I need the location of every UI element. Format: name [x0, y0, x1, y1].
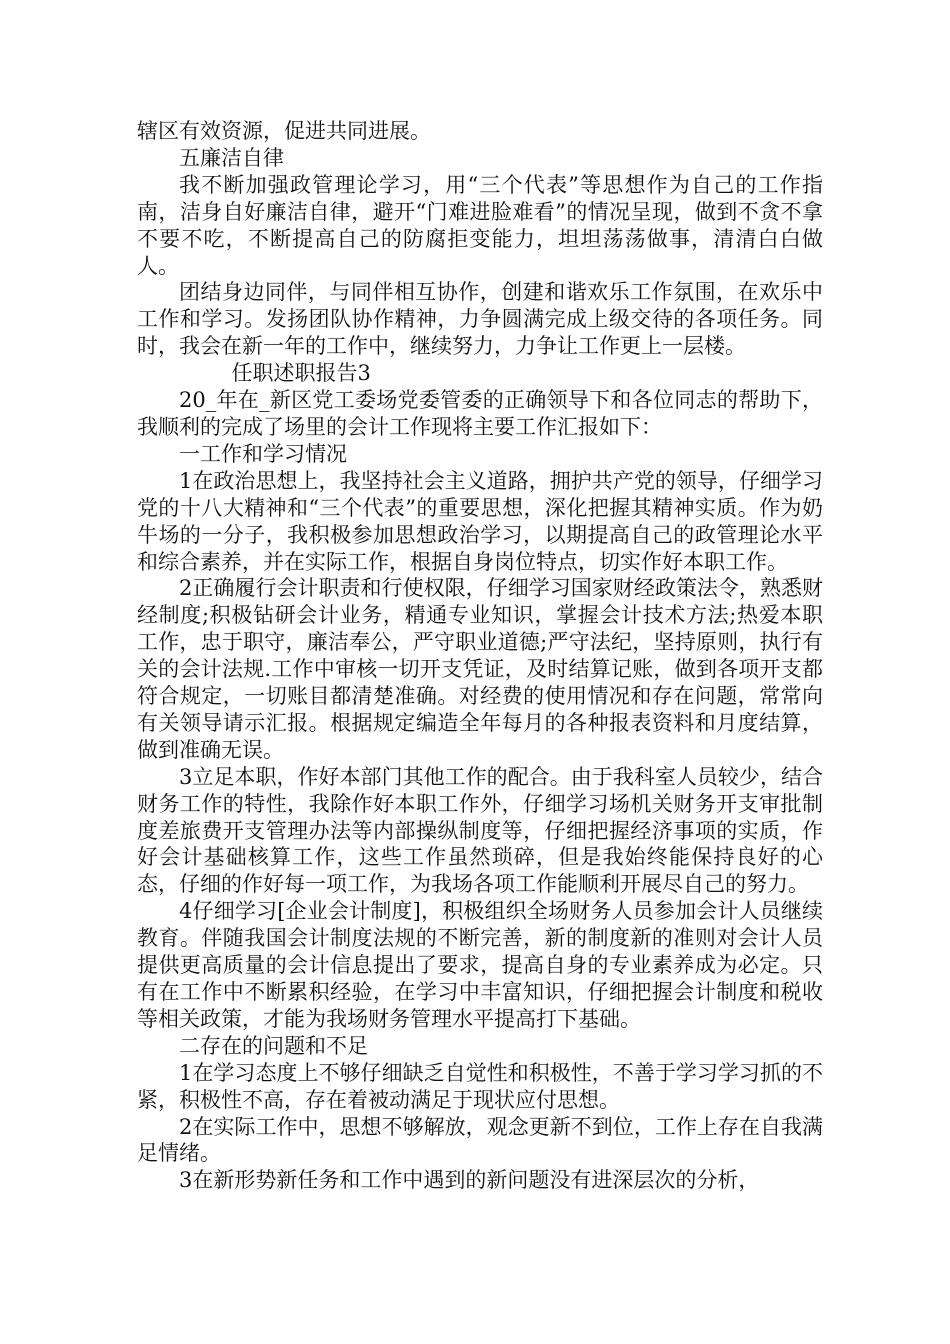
paragraph-continuation: 辖区有效资源，促进共同进展。: [137, 119, 431, 143]
paragraph-item-3-cooperation: 3立足本职，作好本部门其他工作的配合。由于我科室人员较少，结合财务工作的特性，我除作好本职工作外，仔细学习场机关财务开支审批制度差旅费开支管理办法等内部操纵制度等，仔细把握经济事项的实质，作好会计基础核算工作，这些工作虽然琐碎，但是我始终能保持良好的心态，仔细的作好每一项工作，为我场各项工作能顺利开展尽自己的努力。: [137, 764, 823, 897]
report-title: 任职述职报告3: [231, 361, 371, 386]
paragraph-report-intro: 20_年在_新区党工委场党委管委的正确领导下和各位同志的帮助下，我顺利的完成了场里的会计工作现将主要工作汇报如下：: [137, 388, 823, 439]
section-heading-integrity: 五廉洁自律: [179, 145, 284, 170]
document-page: [137, 118, 823, 1194]
paragraph-problem-2: 2在实际工作中，思想不够解放，观念更新不到位，工作上存在自我满足情绪。: [137, 1114, 823, 1166]
paragraph-problem-3: 3在新形势新任务和工作中遇到的新问题没有进深层次的分析，: [179, 1168, 760, 1193]
section-heading-work-study: 一工作和学习情况: [179, 441, 347, 466]
section-heading-problems: 二存在的问题和不足: [179, 1033, 368, 1058]
paragraph-item-1-politics: 1在政治思想上，我坚持社会主义道路，拥护共产党的领导，仔细学习党的十八大精神和“三个代表”的重要思想，深化把握其精神实质。作为奶牛场的一分子，我积极参加思想政治学习，以期提高自己的政管理论水平和综合素养，并在实际工作，根据自身岗位特点，切实作好本职工作。: [137, 468, 823, 574]
paragraph-item-4-study: 4仔细学习[企业会计制度]，积极组织全场财务人员参加会计人员继续教育。伴随我国会计制度法规的不断完善，新的制度新的准则对会计人员提供更高质量的会计信息提出了要求，提高自身的专业素养成为必定。只有在工作中不断累积经验，在学习中丰富知识，仔细把握会计制度和税收等相关政策，才能为我场财务管理水平提高打下基础。: [137, 899, 823, 1031]
paragraph-problem-1: 1在学习态度上不够仔细缺乏自觉性和积极性，不善于学习学习抓的不紧，积极性不高，存在着被动满足于现状应付思想。: [137, 1060, 823, 1112]
paragraph-teamwork: 团结身边同伴，与同伴相互协作，创建和谐欢乐工作氛围，在欢乐中工作和学习。发扬团队协作精神，力争圆满完成上级交待的各项任务。同时，我会在新一年的工作中，继续努力，力争让工作更上一层楼。: [137, 280, 823, 359]
paragraph-integrity: 我不断加强政管理论学习，用“三个代表”等思想作为自己的工作指南，洁身自好廉洁自律，避开“门难进脸难看”的情况呈现，做到不贪不拿不要不吃，不断提高自己的防腐拒变能力，坦坦荡荡做事，清清白白做人。: [137, 172, 823, 278]
paragraph-item-2-accounting-duties: 2正确履行会计职责和行使权限，仔细学习国家财经政策法令，熟悉财经制度;积极钻研会计业务，精通专业知识，掌握会计技术方法;热爱本职工作，忠于职守，廉洁奉公，严守职业道德;严守法纪，坚持原则，执行有关的会计法规.工作中审核一切开支凭证，及时结算记账，做到各项开支都符合规定，一切账目都清楚准确。对经费的使用情况和存在问题，常常向有关领导请示汇报。根据规定编造全年每月的各种报表资料和月度结算，做到准确无误。: [137, 576, 823, 762]
